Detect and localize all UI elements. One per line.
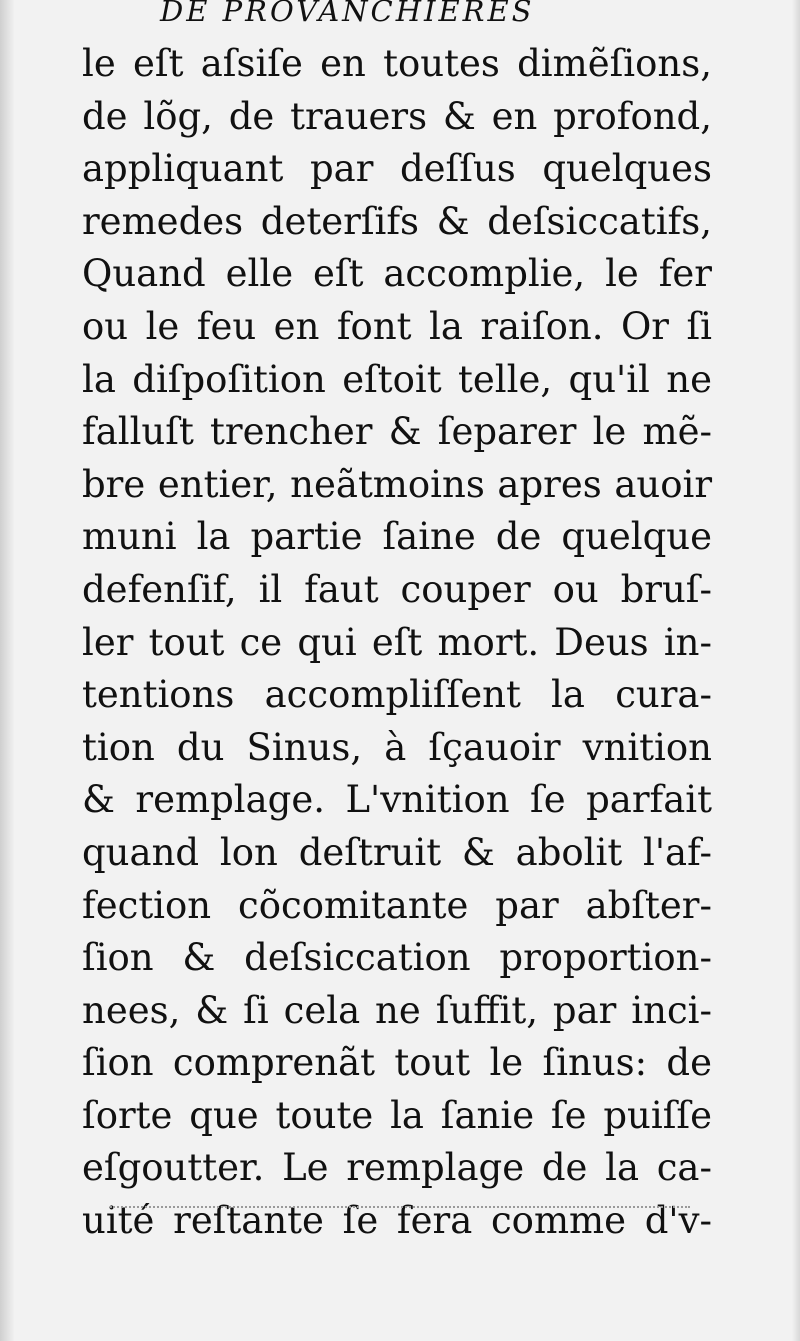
text-line: appliquant par deſſus quelques: [82, 147, 712, 191]
running-head: DE PROVANCHIERES: [160, 0, 535, 28]
text-line: eſgoutter. Le remplage de la ca-: [82, 1146, 712, 1190]
text-line: nees, & ſi cela ne ſuffit, par inci-: [82, 988, 712, 1032]
page-right-edge-shadow: [792, 0, 800, 1341]
page-left-edge-shadow: [0, 0, 14, 1341]
text-line: Quand elle eſt accomplie, le fer: [82, 252, 712, 296]
text-line: muni la partie ſaine de quelque: [82, 515, 712, 559]
text-line: ſorte que toute la ſanie ſe puiſſe: [82, 1093, 712, 1137]
text-line: bre entier, neãtmoins apres auoir: [82, 462, 712, 506]
text-line: ſion comprenãt tout le ſinus: de: [82, 1041, 712, 1085]
text-line: defenſif, il faut couper ou bruſ-: [82, 567, 712, 611]
bottom-dotted-rule: [110, 1206, 690, 1208]
text-line: la diſpoſition eſtoit telle, qu'il ne: [82, 357, 712, 401]
text-line: uité reſtante ſe fera comme d'v-: [82, 1199, 712, 1243]
text-line: tentions accompliſſent la cura-: [82, 673, 712, 717]
text-line: ſion & deſsiccation proportion-: [82, 936, 712, 980]
text-line: le eſt aſsiſe en toutes dimẽſions,: [82, 42, 712, 85]
text-line: ou le feu en font la raiſon. Or ſi: [82, 304, 712, 348]
text-line: quand lon deſtruit & abolit l'af-: [82, 830, 712, 874]
text-line: ler tout ce qui eſt mort. Deus in-: [82, 620, 712, 664]
text-line: remedes deterſifs & deſsiccatifs,: [82, 199, 712, 243]
text-line: de lõg, de trauers & en profond,: [82, 94, 712, 138]
text-line: falluſt trencher & ſeparer le mẽ-: [82, 410, 712, 454]
text-line: tion du Sinus, à ſçauoir vnition: [82, 725, 712, 769]
text-line: fection cõcomitante par abſter-: [82, 883, 712, 927]
body-text: [82, 38, 712, 1248]
text-line: & remplage. L'vnition ſe parfait: [82, 778, 712, 822]
